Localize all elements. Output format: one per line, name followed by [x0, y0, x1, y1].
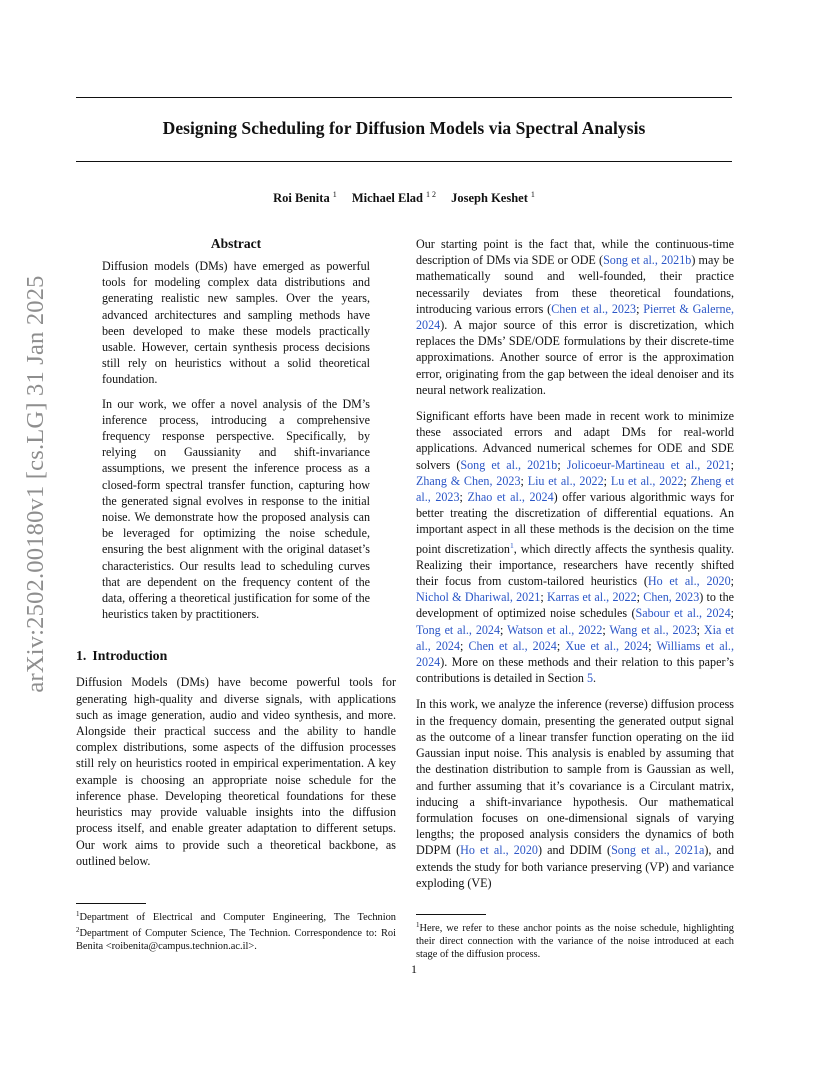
citation-link[interactable]: Chen et al., 2023 [551, 301, 637, 316]
citation-link[interactable]: Zhao et al., 2024 [467, 490, 554, 505]
arxiv-id: arXiv:2502.00180v1 [cs.LG] 31 Jan 2025 [22, 275, 49, 693]
abstract [76, 258, 396, 622]
citation-link[interactable]: Zhang & Chen, 2023 [416, 473, 521, 488]
citation-link[interactable]: Watson et al., 2022 [507, 622, 603, 637]
citation-link[interactable]: Song et al., 2021b [460, 457, 558, 472]
footnote-affiliations: $^1$Department of Electrical and Computer Engineering, The Technion $^2$Department of Computer Science, The Technion. Correspondence to: Roi Benita <roibenita@campus.technion.ac.il>. [76, 897, 396, 953]
author-affiliation: 1 2 [426, 190, 437, 199]
author-name: Roi Benita [273, 191, 330, 205]
body-paragraph: Significant efforts have been made in recent work to minimize these associated errors and adapt DMs for real-world applications. Advanced numerical schemes for ODE and SDE solvers (Song et al., 2021b; Jolicoeur-Martineau et al., 2021; Zhang & Chen, 2023; Liu et al., 2022; Lu et al., 2022; Zheng et al., 2023; Zhao et al., 2024) offer various algorithmic ways for better treating the discretization of differential equations. An important aspect in all these methods is the decision on the time point discretization$^1$, which directly affects the synthesis quality. Realizing their importance, researchers have recently shifted their focus from custom-tailored heuristics (Ho et al., 2020; Nichol & Dhariwal, 2021; Karras et al., 2022; Chen, 2023) to the development of optimized noise schedules (Sabour et al., 2024; Tong et al., 2024; Watson et al., 2022; Wang et al., 2023; Xia et al., 2024; Chen et al., 2024; Xue et al., 2024; Williams et al., 2024). More on these methods and their relation to this paper’s contributions is detailed in Section 5. [416, 409, 735, 686]
right-column [416, 236, 734, 901]
citation-link[interactable]: Jolicoeur-Martineau et al., 2021 [566, 457, 731, 472]
author-list [76, 190, 732, 206]
section-link[interactable]: 5 [586, 671, 594, 686]
citation-link[interactable]: Zheng et al., 2023 [416, 473, 735, 505]
section-title: Introduction [92, 648, 168, 664]
citation-link[interactable]: Williams et al., 2024 [416, 638, 734, 670]
citation-link[interactable]: Chen et al., 2024 [468, 638, 557, 653]
section-heading-introduction [76, 648, 396, 664]
citation-link[interactable]: Xia et al., 2024 [416, 622, 734, 653]
citation-link[interactable]: Karras et al., 2022 [546, 590, 637, 605]
citation-link[interactable]: Pierret & Galerne, 2024 [416, 301, 734, 333]
citation-link[interactable]: Sabour et al., 2024 [635, 606, 731, 621]
citation-link[interactable]: Ho et al., 2020 [647, 574, 731, 589]
section-number: 1. [76, 648, 87, 664]
citation-link[interactable]: Chen, 2023 [643, 590, 700, 605]
author-name: Joseph Keshet [451, 191, 528, 205]
author-affiliation: 1 [530, 190, 535, 199]
title-rule-bottom [76, 161, 732, 162]
body-paragraph: Our starting point is the fact that, while the continuous-time description of DMs via SDE or ODE (Song et al., 2021b) may be mathematically sound and well-founded, their practice necessarily deviates from these theoretical foundations, introducing various errors (Chen et al., 2023; Pierret & Galerne, 2024). A major source of this error is discretization, which replaces the DMs’ SDE/ODE formulations by their discrete-time approximations. Another source of error is the approximation error, originating from the gap between the ideal denoiser and its neural network realization. [416, 237, 734, 397]
footnote-rule [76, 903, 146, 904]
abstract-paragraph: In our work, we offer a novel analysis of the DM’s inference process, introducing a comprehensive frequency response perspective. Specifically, by relying on Gaussianity and shift-invariance assumptions, we present the inference process as a closed-form spectral transfer function, capturing how the generated signal evolves in response to the initial noise. We demonstrate how the proposed analysis can be leveraged for optimizing the noise schedule, ensuring the best alignment with the original dataset’s characteristics. Our results lead to scheduling curves that are dependent on the frequency content of the data, offering a theoretical justification for some of the heuristics taken by practitioners. [102, 396, 370, 622]
footnote-1: $^1$Here, we refer to these anchor points as the noise schedule, highlighting their direct connection with the variance of the noise introduced at each stage of the diffusion process. [416, 908, 734, 961]
citation-link[interactable]: Xue et al., 2024 [565, 638, 649, 653]
page-number: 1 [411, 962, 417, 976]
title-rule-top [76, 97, 732, 98]
citation-link[interactable]: Tong et al., 2024 [416, 622, 501, 637]
left-column [76, 236, 396, 877]
arxiv-stamp [16, 275, 56, 693]
citation-link[interactable]: Lu et al., 2022 [610, 473, 684, 488]
citation-link[interactable]: Song et al., 2021b [603, 253, 692, 268]
citation-link[interactable]: Ho et al., 2020 [460, 843, 538, 858]
author-affiliation: 1 [332, 190, 337, 199]
citation-link[interactable]: Song et al., 2021a [611, 843, 705, 858]
footnote-rule [416, 914, 486, 915]
abstract-paragraph: Diffusion models (DMs) have emerged as powerful tools for modeling complex data distributions and generating realistic new samples. Over the years, advanced architectures and sampling methods have been developed to make these models practically usable. However, certain synthesis process decisions still rely on heuristics without a solid theoretical foundation. [102, 259, 370, 387]
citation-link[interactable]: Wang et al., 2023 [609, 622, 697, 637]
intro-paragraph: Diffusion Models (DMs) have become powerful tools for generating high-quality and diverse signals, with applications such as image generation, audio and video synthesis, and more. Alongside their practical success and the ability to handle complex distributions, some aspects of the diffusion processes still rely on heuristics rooted in empirical experimentation. A key example is choosing an appropriate noise schedule for the inference phase. Developing theoretical foundations for these heuristics may provide valuable insights into the diffusion process itself, and enable greater adaptation to different setups. Our work aims to provide such a theoretical backbone, as outlined below. [76, 675, 396, 868]
author-name: Michael Elad [351, 191, 424, 205]
citation-link[interactable]: Liu et al., 2022 [527, 473, 604, 488]
paper-title: Designing Scheduling for Diffusion Models via Spectral Analysis [162, 118, 646, 138]
footnote-marker[interactable]: 1 [509, 540, 514, 550]
citation-link[interactable]: Nichol & Dhariwal, 2021 [416, 590, 541, 605]
body-paragraph: In this work, we analyze the inference (reverse) diffusion process in the frequency domain, presenting the generated output signal as the outcome of a linear transfer function operating on the iid Gaussian input noise. This analysis is enabled by assuming that the destination distribution to sample from is Gaussian as well, and further assuming that it’s covariance is a Circulant matrix, inducing a shift-invariance hypothesis. Our mathematical formulation focuses on one-dimensional signals of varying lengths; the proposed analysis considers the dynamics of both DDPM (Ho et al., 2020) and DDIM (Song et al., 2021a), and extends the study for both variance preserving (VP) and variance exploding (VE) [416, 697, 735, 890]
abstract-heading: Abstract [210, 236, 262, 251]
